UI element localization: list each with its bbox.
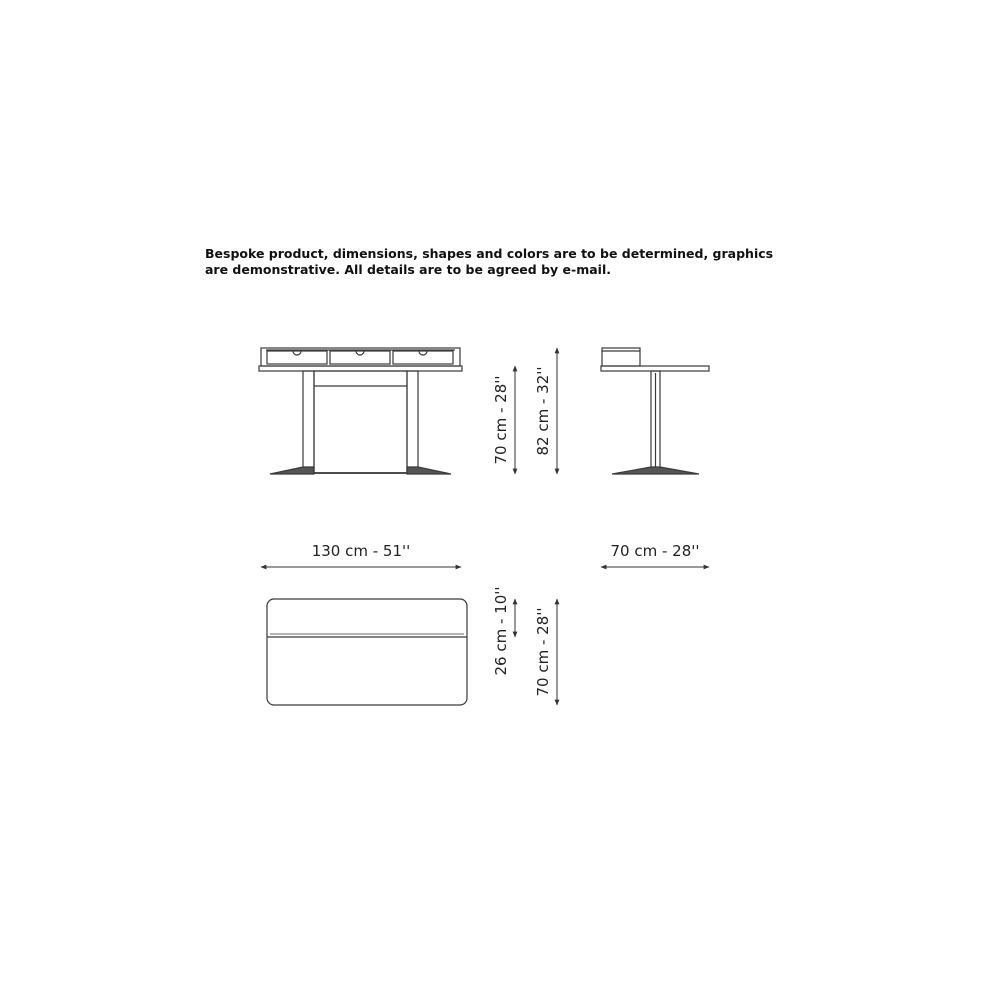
label-plan-depth: 70 cm - 28'' — [534, 607, 552, 697]
drawer-right-handle — [419, 351, 427, 355]
label-top-depth: 26 cm - 10'' — [492, 586, 510, 676]
side-view — [601, 348, 709, 474]
drawer-left — [267, 351, 327, 364]
side-desktop — [601, 366, 709, 371]
label-total-height: 82 cm - 32'' — [534, 366, 552, 456]
plan-desktop-outline — [267, 599, 467, 705]
side-foot — [612, 467, 699, 474]
drawer-center — [330, 351, 390, 364]
front-desktop — [259, 366, 462, 371]
label-depth: 70 cm - 28'' — [610, 542, 700, 560]
drawer-right — [393, 351, 453, 364]
label-front-height: 70 cm - 28'' — [492, 375, 510, 465]
front-foot-right — [407, 467, 451, 474]
front-leg-right — [407, 371, 418, 471]
drawer-center-handle — [356, 351, 364, 355]
front-leg-left — [303, 371, 314, 471]
front-view — [259, 348, 462, 474]
drawer-left-handle — [293, 351, 301, 355]
label-width: 130 cm - 51'' — [311, 542, 411, 560]
disclaimer-line-1: Bespoke product, dimensions, shapes and colors are to be determined, graphics — [205, 246, 774, 261]
dimension-lines — [261, 348, 709, 705]
front-foot-left — [270, 467, 314, 474]
plan-view — [267, 599, 467, 705]
disclaimer-line-2: are demonstrative. All details are to be agreed by e-mail. — [205, 262, 611, 277]
